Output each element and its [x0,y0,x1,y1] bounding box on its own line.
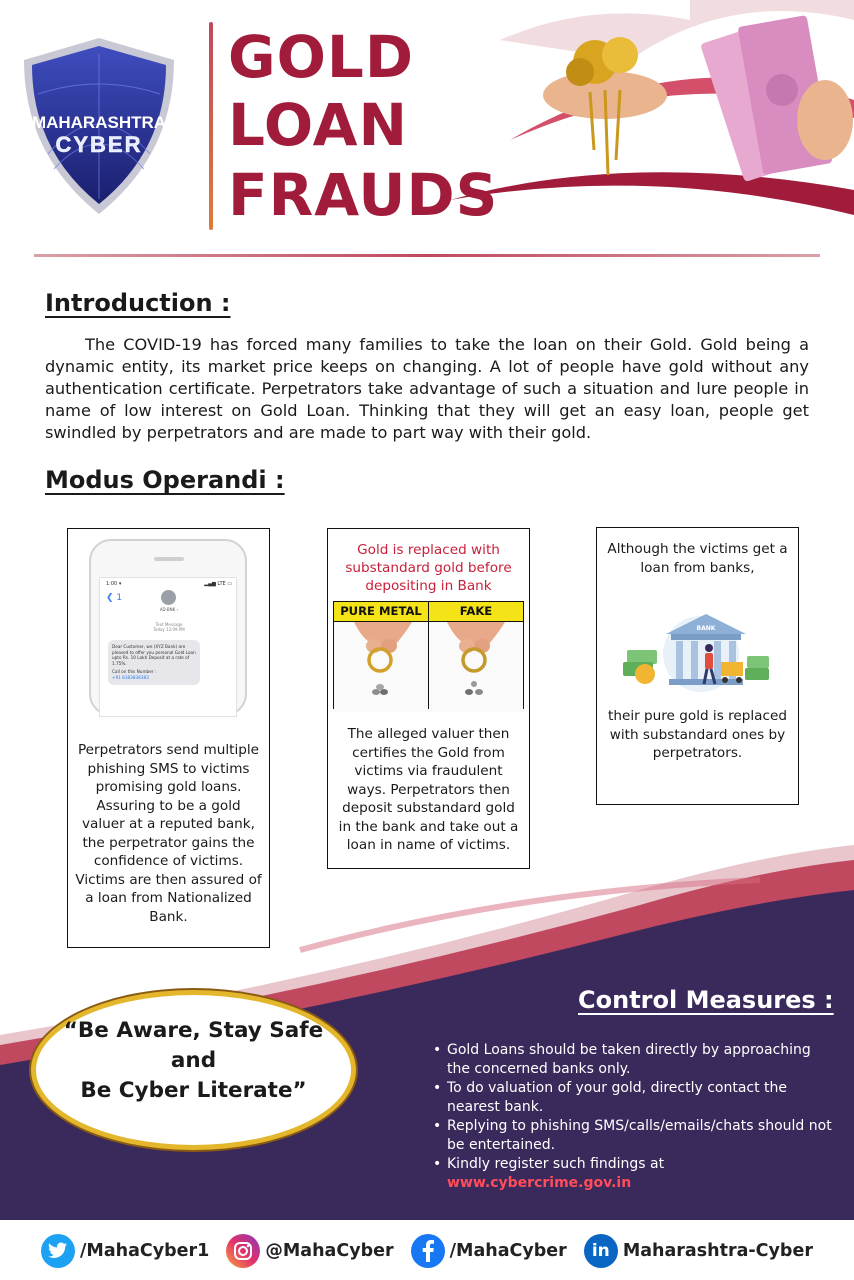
linkedin-link[interactable] [584,1234,813,1268]
measure-item-text: Kindly register such findings at [447,1156,665,1172]
money-stack-icon [623,650,657,684]
fake-picture [429,622,523,712]
facebook-handle: /MahaCyber [449,1241,567,1261]
twitter-icon [41,1234,75,1268]
phone-status-bar [106,581,232,587]
slogan-line-2: and [170,1048,217,1073]
sms-bubble [108,640,200,685]
title-line-frauds: FRAUDS [228,161,499,229]
back-chevron-icon: ❮ 1 [106,593,123,603]
bank-sign: BANK [696,625,716,632]
header-divider [209,22,213,230]
twitter-handle: /MahaCyber1 [80,1241,210,1261]
cybercrime-link[interactable]: www.cybercrime.gov.in [447,1175,632,1191]
linkedin-icon: in [584,1234,618,1268]
control-measures-heading: Control Measures : [578,986,834,1014]
instagram-link[interactable] [226,1234,393,1268]
card3-text-top: Although the victims get a loan from banks, [607,541,788,576]
card2-text: The alleged valuer then certifies the Gold from victims via fraudulent ways. Perpetrators then deposit substandard gold in the bank and take out a loan in name of victims. [338,726,519,853]
measure-item: • Gold Loans should be taken directly by approaching the concerned banks only. [433,1041,838,1079]
phone-time: 1:00 ▾ [106,581,122,587]
instagram-icon [226,1234,260,1268]
slogan [60,1016,327,1106]
phone-signal: ▂▄▆ LTE ▭ [204,581,232,587]
pure-metal-label: PURE METAL [334,602,428,622]
instagram-handle: @MahaCyber [265,1241,394,1261]
sms-meta-time: Today 12:09 PM [153,627,185,632]
introduction-text: The COVID-19 has forced many families to take the loan on their Gold. Gold being a dynamic entity, its market price keeps on changing. A lot of people have gold without any authentication certificate. Perpetrators take advantage of such a situation and lure people in name of low interest on Gold Loan. Thinking that they will get an easy loan, people get swindled by perpetrators and are made to part way with their gold. [45,335,809,442]
sms-call-label: Call on this Number : [112,669,157,675]
modus-card-gold-replaced [327,528,530,869]
bank-illustration [621,606,773,692]
card1-text: Perpetrators send multiple phishing SMS to victims promising gold loans. Assuring to be a gold valuer at a reputed bank, the perpetrator gains the confidence of victims. Victims are then assured of a loan from Nationalized Bank. [75,742,262,925]
social-footer [0,1222,854,1280]
introduction-heading: Introduction : [45,289,231,317]
twitter-link[interactable] [41,1234,209,1268]
phone-speaker [154,557,184,561]
header-rule [34,254,820,257]
sms-text: Dear Customer, we (XYZ Bank) are pleased to offer you personal Gold Loan upto Rs. 10 Lakh Deposit at a rate of 1.75%. [112,644,196,666]
banknotes-icon [700,15,853,182]
facebook-icon [411,1234,445,1268]
logo-line-cyber: CYBER [55,132,143,157]
measure-item: • Replying to phishing SMS/calls/emails/chats should not be entertained. [433,1117,838,1155]
maharashtra-cyber-logo [18,34,180,218]
fake-column [428,602,523,708]
sms-number: +91 8383838383 [112,674,149,680]
contact-avatar [161,590,176,605]
card3-text-bottom: their pure gold is replaced with substandard ones by perpetrators. [608,708,787,761]
pure-metal-column [334,602,428,708]
linkedin-handle: Maharashtra-Cyber [622,1241,813,1261]
measure-item: • To do valuation of your gold, directly contact the nearest bank. [433,1079,838,1117]
phone-illustration [89,539,247,716]
facebook-link[interactable] [411,1234,567,1268]
control-measures-list [433,1041,838,1193]
sms-meta-type: Text Message [155,622,183,627]
measure-item [433,1155,838,1193]
modus-card-loan-from-bank [596,527,799,805]
modus-operandi-heading: Modus Operandi : [45,466,285,494]
logo-line-maharashtra: MAHARASHTRA [31,113,167,132]
card2-caption: Gold is replaced with substandard gold before depositing in Bank [345,542,512,594]
slogan-line-1: “Be Aware, Stay Safe [63,1018,324,1043]
pure-vs-fake-comparison [333,601,524,709]
hand-ring-icon [429,622,523,708]
phone-screen [99,577,237,717]
slogan-line-3: Be Cyber Literate” [80,1078,307,1103]
sms-sender: AD-BNK › [159,607,179,612]
sms-meta [130,622,208,632]
header-gold-money-illustration [430,0,854,230]
pure-metal-picture [334,622,428,712]
title-line-gold: GOLD [228,23,415,91]
title-line-loan: LOAN [228,91,409,159]
fake-label: FAKE [429,602,523,622]
hand-ring-icon [334,622,428,708]
